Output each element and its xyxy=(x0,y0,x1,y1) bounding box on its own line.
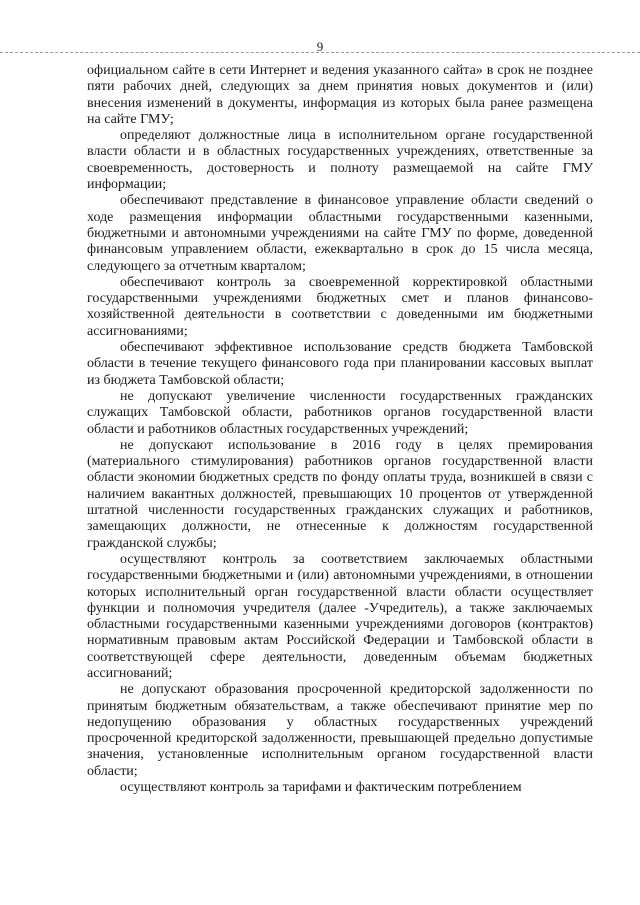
paragraph: определяют должностные лица в исполнительном органе государственной власти области и в областных государственных учреждениях, ответственные за своевременность, достоверность и полноту размещаемой на сайте ГМУ информации; xyxy=(87,128,593,193)
page-number: 9 xyxy=(316,39,324,54)
header-dashed-rule xyxy=(0,52,640,53)
paragraph: не допускают образования просроченной кредиторской задолженности по принятым бюджетным обязательствам, а также обеспечивают принятие мер по недопущению образования у областных государственных учреждений просроченной кредиторской задолженности, превышающей предельно допустимые значения, установленные исполнительным органом государственной власти области; xyxy=(87,682,593,779)
paragraph-truncated: осуществляют контроль за тарифами и фактическим потреблением xyxy=(120,780,522,796)
paragraph: осуществляют контроль за соответствием заключаемых областными государственными бюджетными и (или) автономными учреждениями, в отношении которых исполнительный орган государственной власти области осуществляет функции и полномочия учредителя (далее -Учредитель), а также заключаемых областными государственными казенными учреждениями договоров (контрактов) нормативным правовым актам Российской Федерации и Тамбовской области в соответствующей сфере деятельности, доведенным объемам бюджетных ассигнований; xyxy=(87,551,593,681)
paragraph: обеспечивают представление в финансовое управление области сведений о ходе размещения информации областными государственными казенными, бюджетными и автономными учреждениями на сайте ГМУ по форме, доведенной финансовым управлением области, ежеквартально в срок до 15 числа месяца, следующего за отчетным кварталом; xyxy=(87,193,593,274)
paragraph: обеспечивают контроль за своевременной корректировкой областными государственными учреждениями бюджетных смет и планов финансово-хозяйственной деятельности в соответствии с доведенными им бюджетными ассигнованиями; xyxy=(87,274,593,339)
document-body xyxy=(87,63,593,796)
paragraph-continuation: официальном сайте в сети Интернет и ведения указанного сайта» в срок не позднее пяти рабочих дней, следующих за днем принятия новых документов и (или) внесения изменений в документы, информация из которых была ранее размещена на сайте ГМУ; xyxy=(87,63,593,127)
paragraph: не допускают использование в 2016 году в целях премирования (материального стимулирования) работников органов государственной власти области экономии бюджетных средств по фонду оплаты труда, возникшей в связи с наличием вакантных должностей, превышающих 10 процентов от утвержденной штатной численности государственных гражданских служащих и работников, замещающих должности, не отнесенные к должностям государственной гражданской службы; xyxy=(87,437,593,551)
paragraph: обеспечивают эффективное использование средств бюджета Тамбовской области в течение текущего финансового года при планировании кассовых выплат из бюджета Тамбовской области; xyxy=(87,340,593,388)
paragraph: не допускают увеличение численности государственных гражданских служащих Тамбовской области, работников органов государственной власти области и работников областных государственных учреждений; xyxy=(87,388,593,437)
